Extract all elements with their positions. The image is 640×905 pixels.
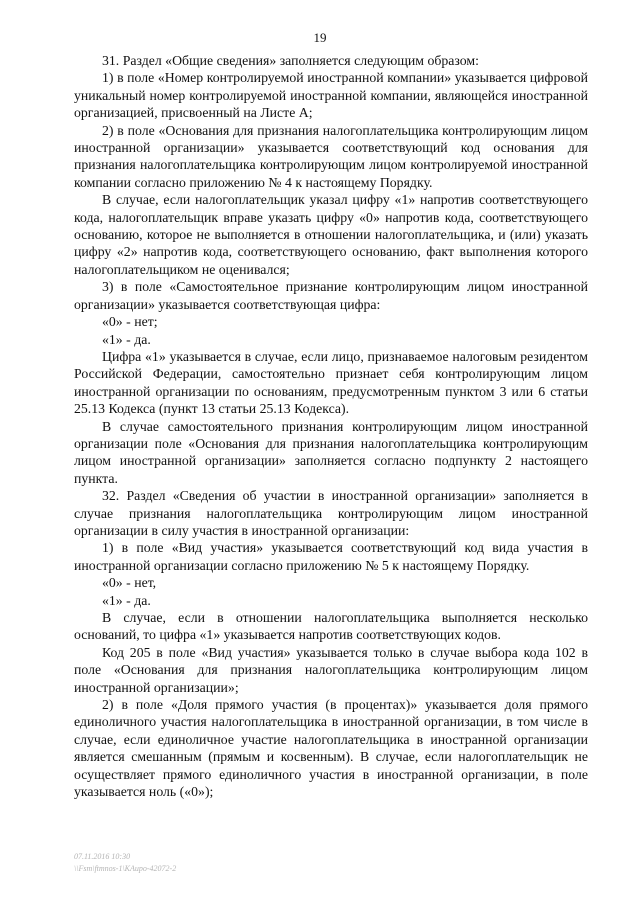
page-number: 19 [313, 30, 327, 45]
option-zero-no-2: «0» - нет, [102, 575, 157, 591]
document-body [74, 52, 588, 800]
paragraph-32-1-code-205: Код 205 в поле «Вид участия» указывается только в случае выбора кода 102 в поле «Основания для признания налогоплательщика контролирующим лицом иностранной организации»; [74, 644, 588, 695]
option-one-yes-2: «1» - да. [102, 592, 151, 608]
paragraph-32-heading: 32. Раздел «Сведения об участии в иностранной организации» заполняется в случае признания налогоплательщика контролирующим лицом иностранной организации в силу участия в иностранной организации: [74, 488, 588, 538]
paragraph-32-1: 1) в поле «Вид участия» указывается соответствующий код вида участия в иностранной организации согласно приложению № 5 к настоящему Порядку. [74, 540, 588, 573]
option-one-yes: «1» - да. [102, 331, 151, 347]
footer-timestamp: 07.11.2016 10:30 [74, 852, 131, 861]
paragraph-31-2: 2) в поле «Основания для признания налогоплательщика контролирующим лицом иностранной организации» указывается соответствующий код основания для признания налогоплательщика контролирующим лицом контролируемой иностранной компании согласно приложению № 4 к настоящему Порядку. [74, 122, 588, 190]
paragraph-31-1: 1) в поле «Номер контролируемой иностранной компании» указывается цифровой уникальный номер контролируемой иностранной компании, являющейся иностранной организацией, присвоенный на Листе А; [74, 70, 588, 121]
option-zero-no: «0» - нет; [102, 314, 158, 330]
paragraph-32-2: 2) в поле «Доля прямого участия (в процентах)» указывается доля прямого единоличного участия налогоплательщика в иностранной организации, в том числе в случае, если единоличное участие налогоплательщика в иностранной организации является смешанным (прямым и косвенным). В случае, если налогоплательщик не осуществляет прямого единоличного участия в иностранной организации, в поле указывается ноль («0»); [74, 697, 588, 800]
paragraph-31-2-case: В случае, если налогоплательщик указал цифру «1» напротив соответствующего кода, налогоплательщик вправе указать цифру «0» напротив кода, соответствующего основанию, которое не выполняется в отношении налогоплательщика, и (или) указать цифру «2» напротив кода, соответствующего основанию, факт выполнения которого налогоплательщиком не оценивался; [74, 192, 588, 277]
paragraph-31-3-self-recognition: В случае самостоятельного признания контролирующим лицом иностранной организации поле «Основания для признания налогоплательщика контролирующим лицом иностранной организации» заполняется согласно подпункту 2 настоящего пункта. [74, 418, 588, 486]
paragraph-31-3: 3) в поле «Самостоятельное признание контролирующим лицом иностранной организации» указывается соответствующая цифра: [74, 279, 588, 312]
paragraph-31-3-digit-one: Цифра «1» указывается в случае, если лицо, признаваемое налоговым резидентом Российской Федерации, самостоятельно признает себя контролирующим лицом иностранной организации по основаниям, предусмотренным пунктом 3 или 6 статьи 25.13 Кодекса (пункт 13 статьи 25.13 Кодекса). [74, 348, 588, 417]
paragraph-32-1-multiple: В случае, если в отношении налогоплательщика выполняется несколько оснований, то цифра «1» указывается напротив соответствующих кодов. [74, 610, 588, 643]
footer-file-path: \\Fsm\ftmnos-1\KAupo-42072-2 [74, 864, 177, 873]
paragraph-31-heading: 31. Раздел «Общие сведения» заполняется следующим образом: [102, 53, 479, 68]
